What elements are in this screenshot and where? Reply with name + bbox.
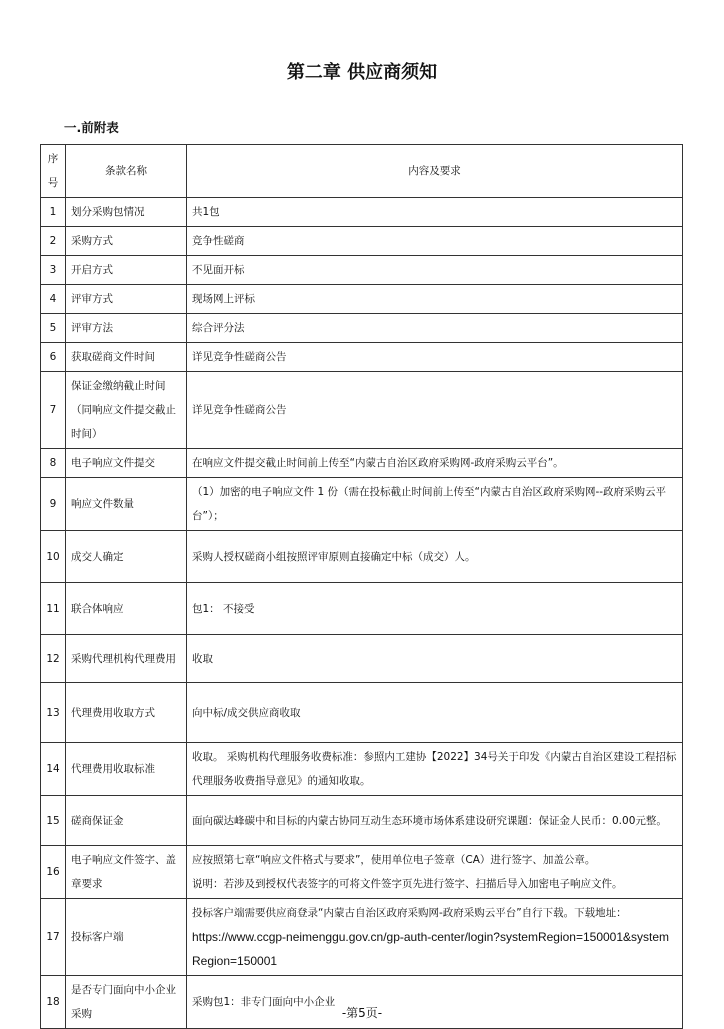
row-no: 11 bbox=[41, 583, 66, 635]
table-row bbox=[41, 372, 683, 449]
row-no: 2 bbox=[41, 227, 66, 256]
row-content-line: 应按照第七章“响应文件格式与要求”，使用单位电子签章（CA）进行签字、加盖公章。 bbox=[192, 854, 596, 866]
table-row bbox=[41, 343, 683, 372]
row-content-note: 说明：若涉及到授权代表签字的可将文件签字页先进行签字、扫描后导入加密电子响应文件。 bbox=[192, 878, 623, 890]
page-number: -第5页- bbox=[341, 1006, 383, 1020]
row-no: 18 bbox=[41, 976, 66, 1029]
row-no: 17 bbox=[41, 899, 66, 976]
front-attached-table bbox=[40, 144, 683, 1029]
row-no: 1 bbox=[41, 198, 66, 227]
row-clause: 是否专门面向中小企业采购 bbox=[66, 976, 187, 1029]
table-row bbox=[41, 743, 683, 796]
row-content-line: 投标客户端需要供应商登录“内蒙古自治区政府采购网-政府采购云平台”自行下载。下载地址： bbox=[192, 907, 627, 919]
row-content: 采购人授权磋商小组按照评审原则直接确定中标（成交）人。 bbox=[187, 531, 683, 583]
section-heading: 一.前附表 bbox=[64, 120, 119, 135]
row-clause: 代理费用收取标准 bbox=[66, 743, 187, 796]
row-no: 12 bbox=[41, 635, 66, 683]
row-clause: 电子响应文件签字、盖章要求 bbox=[66, 846, 187, 899]
row-content: （1）加密的电子响应文件 1 份（需在投标截止时间前上传至“内蒙古自治区政府采购网--政府采购云平台”）； bbox=[187, 478, 683, 531]
row-clause: 联合体响应 bbox=[66, 583, 187, 635]
table-header-row bbox=[41, 145, 683, 198]
table-row bbox=[41, 314, 683, 343]
row-content: 收取。 采购机构代理服务收费标准：参照内工建协【2022】34号关于印发《内蒙古自治区建设工程招标代理服务收费指导意见》的通知收取。 bbox=[187, 743, 683, 796]
row-content: 详见竞争性磋商公告 bbox=[187, 372, 683, 449]
row-clause: 投标客户端 bbox=[66, 899, 187, 976]
row-clause: 开启方式 bbox=[66, 256, 187, 285]
row-clause: 获取磋商文件时间 bbox=[66, 343, 187, 372]
row-content: 在响应文件提交截止时间前上传至“内蒙古自治区政府采购网-政府采购云平台”。 bbox=[187, 449, 683, 478]
row-no: 10 bbox=[41, 531, 66, 583]
row-content: 综合评分法 bbox=[187, 314, 683, 343]
table-row bbox=[41, 198, 683, 227]
row-no: 15 bbox=[41, 796, 66, 846]
row-no: 14 bbox=[41, 743, 66, 796]
row-content: 详见竞争性磋商公告 bbox=[187, 343, 683, 372]
row-clause: 保证金缴纳截止时间（同响应文件提交截止时间） bbox=[66, 372, 187, 449]
header-clause: 条款名称 bbox=[66, 145, 187, 198]
table-row bbox=[41, 256, 683, 285]
row-no: 8 bbox=[41, 449, 66, 478]
table-row bbox=[41, 531, 683, 583]
table-row bbox=[41, 683, 683, 743]
row-content: 现场网上评标 bbox=[187, 285, 683, 314]
row-clause: 评审方法 bbox=[66, 314, 187, 343]
row-content bbox=[187, 899, 683, 976]
row-clause: 评审方式 bbox=[66, 285, 187, 314]
row-no: 13 bbox=[41, 683, 66, 743]
download-url: https://www.ccgp-neimenggu.gov.cn/gp-auth-center/login?systemRegion=150001&systemRegion=150001 bbox=[192, 930, 670, 968]
row-no: 7 bbox=[41, 372, 66, 449]
row-content: 向中标/成交供应商收取 bbox=[187, 683, 683, 743]
row-no: 6 bbox=[41, 343, 66, 372]
row-clause: 电子响应文件提交 bbox=[66, 449, 187, 478]
row-clause: 代理费用收取方式 bbox=[66, 683, 187, 743]
row-clause: 采购方式 bbox=[66, 227, 187, 256]
row-content: 不见面开标 bbox=[187, 256, 683, 285]
row-clause: 成交人确定 bbox=[66, 531, 187, 583]
table-row bbox=[41, 583, 683, 635]
row-no: 4 bbox=[41, 285, 66, 314]
row-clause: 磋商保证金 bbox=[66, 796, 187, 846]
row-content bbox=[187, 846, 683, 899]
row-clause: 响应文件数量 bbox=[66, 478, 187, 531]
row-content: 共1包 bbox=[187, 198, 683, 227]
table-row bbox=[41, 478, 683, 531]
row-no: 5 bbox=[41, 314, 66, 343]
row-clause: 划分采购包情况 bbox=[66, 198, 187, 227]
row-no: 9 bbox=[41, 478, 66, 531]
row-no: 3 bbox=[41, 256, 66, 285]
table-row bbox=[41, 285, 683, 314]
row-content: 收取 bbox=[187, 635, 683, 683]
table-row bbox=[41, 635, 683, 683]
row-content: 包1： 不接受 bbox=[187, 583, 683, 635]
table-row bbox=[41, 899, 683, 976]
chapter-title: 第二章 供应商须知 bbox=[286, 62, 438, 83]
row-content: 采购包1：非专门面向中小企业 bbox=[187, 976, 683, 1029]
table-row bbox=[41, 227, 683, 256]
header-content: 内容及要求 bbox=[187, 145, 683, 198]
row-clause: 采购代理机构代理费用 bbox=[66, 635, 187, 683]
table-row bbox=[41, 796, 683, 846]
row-content: 面向碳达峰碳中和目标的内蒙古协同互动生态环境市场体系建设研究课题：保证金人民币：0.00元整。 bbox=[187, 796, 683, 846]
header-no: 序号 bbox=[41, 145, 66, 198]
table-row bbox=[41, 846, 683, 899]
row-no: 16 bbox=[41, 846, 66, 899]
row-content: 竞争性磋商 bbox=[187, 227, 683, 256]
table-row bbox=[41, 449, 683, 478]
